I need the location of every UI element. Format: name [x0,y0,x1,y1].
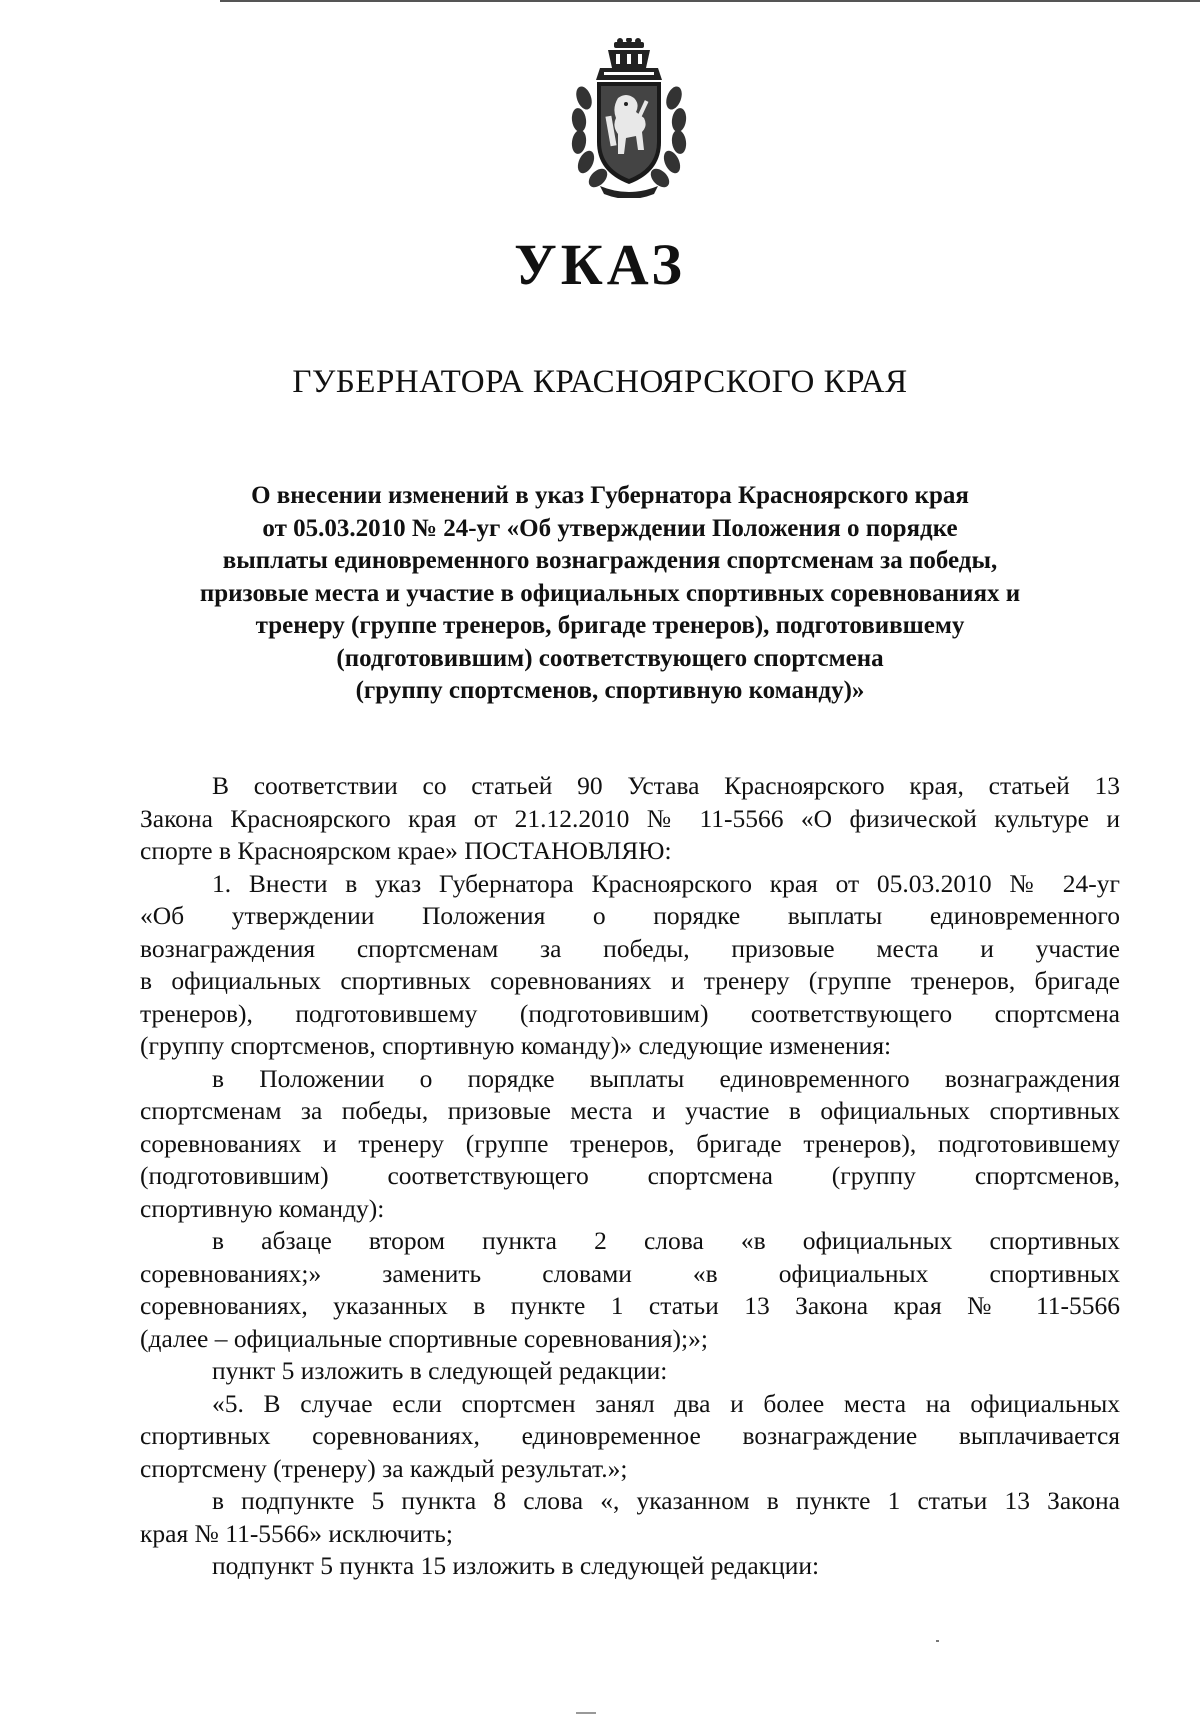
title-line: (группу спортсменов, спортивную команду)» [355,677,865,704]
body-line: спортивную команду): [140,1193,385,1223]
body-line: края № 11-5566» исключить; [140,1518,453,1548]
body-line: в подпункте 5 пункта 8 слова «, указанном в пункте 1 статьи 13 Закона [212,1486,1120,1515]
body-line: соревнованиях, указанных в пункте 1 статьи 13 Закона края № 11-5566 [140,1291,1120,1320]
body-line: (группу спортсменов, спортивную команду)» следующие изменения: [140,1031,892,1060]
body-line: соревнованиях и тренеру (группе тренеров, бригаде тренеров), подготовившему [140,1128,1120,1158]
body-line: В соответствии со статьей 90 Устава Красноярского края, статьей 13 [212,771,1120,800]
scan-top-rule [220,0,1200,2]
title-line: (подготовившим) соответствующего спортсмена [336,644,884,672]
body-line: спортивных соревнованиях, единовременное вознаграждение выплачивается [140,1421,1120,1450]
body-line: 1. Внести в указ Губернатора Красноярского края от 05.03.2010 № 24-уг [212,868,1120,898]
body-line: вознаграждения спортсменам за победы, призовые места и участие [140,933,1120,963]
body-line: в официальных спортивных соревнованиях и тренеру (группе тренеров, бригаде [140,966,1120,995]
body-line: «Об утверждении Положения о порядке выплаты единовременного [140,901,1120,930]
body-line: спортсмену (тренеру) за каждый результат.»; [140,1453,628,1483]
document-title [140,480,1080,708]
scan-speck [576,1712,596,1714]
scan-speck [936,1640,939,1642]
body-line: соревнованиях;» заменить словами «в официальных спортивных [140,1258,1120,1288]
title-line: тренеру (группе тренеров, бригаде тренеров), подготовившему [255,612,965,639]
body-line: в абзаце втором пункта 2 слова «в официальных спортивных [212,1226,1120,1255]
title-line: призовые места и участие в официальных спортивных соревнованиях и [199,579,1021,607]
title-line: О внесении изменений в указ Губернатора Красноярского края [251,482,969,509]
body-line: пункт 5 изложить в следующей редакции: [212,1356,668,1385]
body-line: тренеров), подготовившему (подготовившим) соответствующего спортсмена [140,998,1120,1028]
body-line: в Положении о порядке выплаты единовременного вознаграждения [212,1063,1120,1093]
document-body [140,770,1120,1583]
body-line: подпункт 5 пункта 15 изложить в следующей редакции: [212,1551,820,1580]
coat-of-arms-icon [570,38,688,198]
body-line: «5. В случае если спортсмен занял два и более места на официальных [212,1388,1120,1418]
body-line: (подготовившим) соответствующего спортсмена (группу спортсменов, [140,1161,1120,1190]
title-line: от 05.03.2010 № 24-уг «Об утверждении Положения о порядке [262,514,958,542]
issuer-heading: ГУБЕРНАТОРА КРАСНОЯРСКОГО КРАЯ [292,364,908,400]
title-line: выплаты единовременного вознаграждения спортсменам за победы, [222,547,998,574]
body-line: (далее – официальные спортивные соревнования);»; [140,1323,708,1353]
body-line: спортсменам за победы, призовые места и участие в официальных спортивных [140,1096,1120,1125]
document-type: УКАЗ [514,232,686,297]
body-line: спорте в Красноярском крае» ПОСТАНОВЛЯЮ: [140,836,672,865]
body-line: Закона Красноярского края от 21.12.2010 № 11-5566 «О физической культуре и [140,803,1120,833]
